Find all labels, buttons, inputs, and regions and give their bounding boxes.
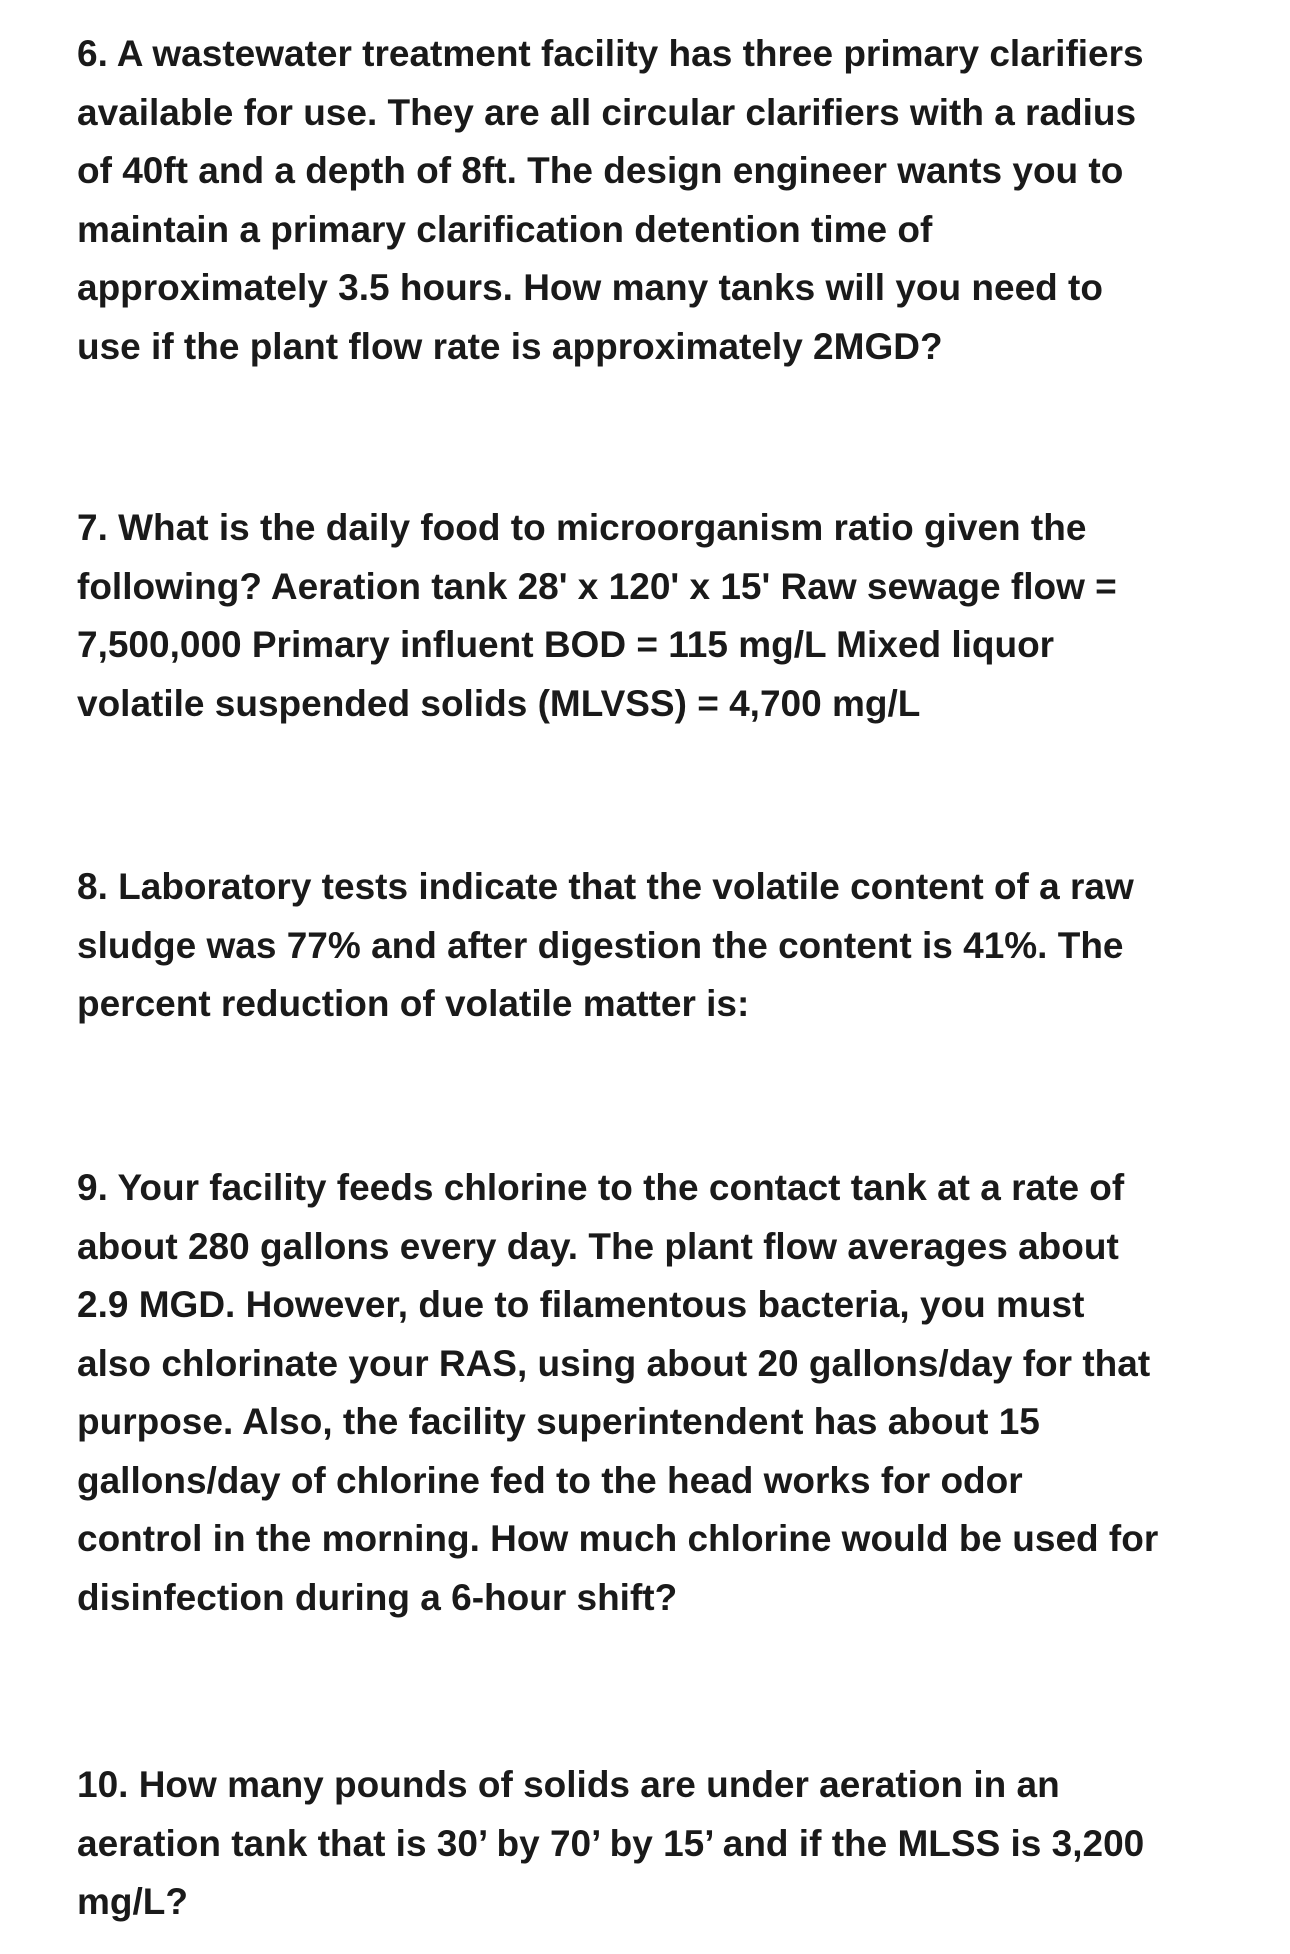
question-9	[77, 1159, 1257, 1627]
question-8	[77, 858, 1257, 1034]
question-line: 7. What is the daily food to microorganism ratio given the	[77, 507, 1087, 548]
question-line: of 40ft and a depth of 8ft. The design engineer wants you to	[77, 150, 1124, 191]
question-line: 10. How many pounds of solids are under aeration in an	[77, 1764, 1060, 1805]
question-line: purpose. Also, the facility superintendent has about 15	[77, 1401, 1040, 1442]
question-line: approximately 3.5 hours. How many tanks will you need to	[77, 267, 1103, 308]
question-line: about 280 gallons every day. The plant flow averages about	[77, 1225, 1119, 1267]
question-line: 2.9 MGD. However, due to filamentous bacteria, you must	[77, 1284, 1085, 1325]
question-line: gallons/day of chlorine fed to the head works for odor	[77, 1459, 1023, 1501]
question-7	[77, 499, 1257, 733]
question-line: control in the morning. How much chlorine would be used for	[77, 1518, 1159, 1559]
question-line: disinfection during a 6-hour shift?	[77, 1576, 678, 1618]
question-line: maintain a primary clarification detention time of	[77, 208, 933, 250]
question-line: sludge was 77% and after digestion the content is 41%. The	[77, 924, 1124, 966]
question-line: volatile suspended solids (MLVSS) = 4,700 mg/L	[77, 682, 921, 724]
question-line: 8. Laboratory tests indicate that the volatile content of a raw	[77, 866, 1134, 907]
question-line: following? Aeration tank 28' x 120' x 15' Raw sewage flow =	[77, 565, 1117, 607]
question-10	[77, 1756, 1257, 1932]
question-line: available for use. They are all circular clarifiers with a radius	[77, 91, 1137, 133]
question-line: mg/L?	[77, 1881, 188, 1922]
question-6	[77, 25, 1257, 376]
question-line: 9. Your facility feeds chlorine to the contact tank at a rate of	[77, 1167, 1125, 1208]
question-line: 7,500,000 Primary influent BOD = 115 mg/L Mixed liquor	[77, 624, 1055, 665]
question-line: also chlorinate your RAS, using about 20 gallons/day for that	[77, 1342, 1151, 1384]
question-line: aeration tank that is 30’ by 70’ by 15’ and if the MLSS is 3,200	[77, 1822, 1145, 1864]
question-line: percent reduction of volatile matter is:	[77, 983, 750, 1024]
question-line: use if the plant flow rate is approximately 2MGD?	[77, 325, 943, 367]
question-line: 6. A wastewater treatment facility has three primary clarifiers	[77, 33, 1144, 74]
